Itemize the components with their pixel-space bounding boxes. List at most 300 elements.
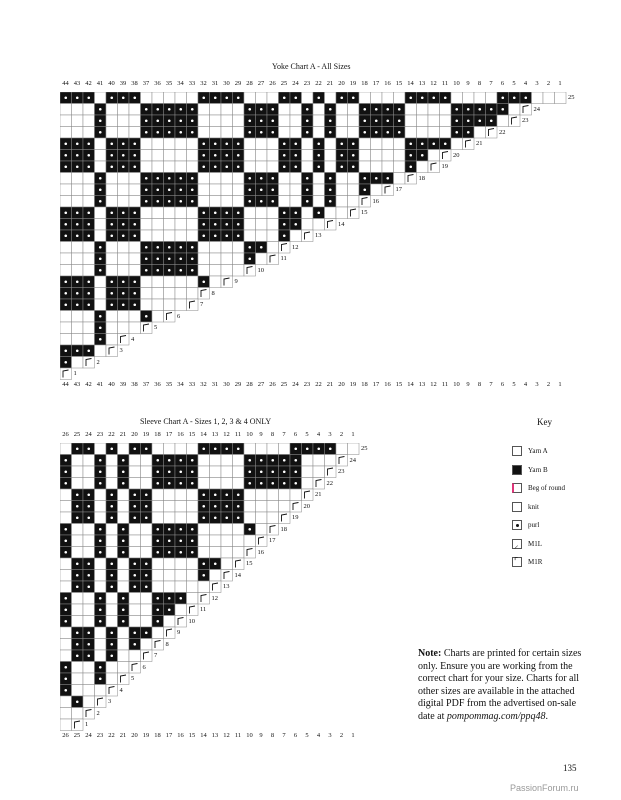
chart-cell [118,650,130,662]
chart-cell [72,547,84,559]
chart-cell [60,570,72,582]
purl-dot [306,119,309,122]
column-number: 37 [142,80,150,87]
chart-cell [83,524,95,536]
chart-cell [256,150,268,162]
purl-dot [99,459,102,462]
chart-cell [118,196,130,208]
purl-dot [283,482,286,485]
purl-dot [64,303,67,306]
purl-dot [467,131,470,134]
purl-dot [87,292,90,295]
chart-cell [129,593,141,605]
row-number: 24 [533,105,540,113]
chart-cell [60,650,72,662]
purl-dot [306,188,309,191]
chart-cell [60,253,72,265]
chart-cell [60,368,72,380]
purl-dot [248,108,251,111]
chart-cell [175,230,187,242]
column-number: 2 [546,80,551,87]
chart-cell [152,230,164,242]
chart-cell [233,173,245,185]
purl-dot [99,200,102,203]
purl-dot [248,528,251,531]
column-number: 22 [315,80,322,87]
purl-dot [168,177,171,180]
purl-dot [99,119,102,122]
purl-dot [133,643,136,646]
chart-cell [106,593,118,605]
chart-cell [267,150,279,162]
purl-dot [329,131,332,134]
purl-dot [432,96,435,99]
column-number: 3 [535,381,539,388]
chart-cell [72,673,84,685]
beg-round-swatch [512,483,522,493]
purl-dot [432,142,435,145]
chart-cell [83,173,95,185]
chart-cell [187,288,199,300]
purl-dot [168,470,171,473]
chart-cell [72,685,84,697]
column-number: 23 [303,80,311,87]
chart-cell [141,593,153,605]
column-number: 25 [73,732,81,739]
chart-cell [164,276,176,288]
note-link[interactable]: pompommag.com/ppq48 [446,710,546,722]
purl-dot [179,597,182,600]
purl-dot [64,223,67,226]
chart-cell [313,127,325,139]
chart-cell [72,357,84,369]
purl-dot [294,459,297,462]
purl-dot [179,539,182,542]
purl-dot [64,234,67,237]
chart-cell [129,127,141,139]
chart-cell [164,138,176,150]
column-number: 5 [512,381,516,388]
chart-cell [520,104,532,116]
column-number: 14 [407,80,414,87]
purl-dot [260,200,263,203]
chart-cell [244,207,256,219]
chart-cell [348,127,360,139]
column-number: 31 [211,381,219,388]
chart-cell [187,443,199,455]
purl-dot [214,165,217,168]
chart-cell [198,265,210,277]
chart-cell [348,184,360,196]
chart-cell [141,138,153,150]
purl-dot [306,447,309,450]
chart-cell [348,115,360,127]
chart-cell [221,253,233,265]
chart-cell [118,127,130,139]
purl-dot [202,234,205,237]
chart-cell [175,443,187,455]
purl-dot [237,96,240,99]
purl-dot [76,447,79,450]
column-number: 20 [338,381,345,388]
chart-cell [187,138,199,150]
chart-cell [72,334,84,346]
chart-cell [72,455,84,467]
chart-cell [198,173,210,185]
purl-dot [179,482,182,485]
chart-cell [336,184,348,196]
column-number: 41 [96,381,104,388]
chart-cell [325,219,337,231]
chart-cell [221,115,233,127]
purl-dot [271,119,274,122]
chart-cell [302,207,314,219]
chart-cell [118,627,130,639]
chart-cell [175,616,187,628]
chart-cell [118,662,130,674]
purl-dot [76,574,79,577]
column-number: 35 [165,80,173,87]
chart-cell [405,115,417,127]
row-number: 1 [73,370,77,377]
column-number: 17 [165,732,173,739]
chart-cell [95,685,107,697]
column-number: 8 [270,431,275,438]
column-number: 17 [372,80,380,87]
chart-cell [394,173,406,185]
chart-cell [72,242,84,254]
purl-dot [87,280,90,283]
chart-cell [302,455,314,467]
chart-cell [72,535,84,547]
column-number: 41 [96,80,104,87]
chart-cell [290,115,302,127]
chart-cell [83,685,95,697]
chart-cell [210,276,222,288]
purl-dot [168,459,171,462]
chart-cell [348,104,360,116]
purl-dot [110,292,113,295]
key-label: Beg of round [528,484,565,492]
purl-dot [133,96,136,99]
purl-dot [145,574,148,577]
purl-dot [260,188,263,191]
purl-dot [99,620,102,623]
chart-cell [279,512,291,524]
chart-cell [210,581,222,593]
purl-dot [271,188,274,191]
purl-dot [271,482,274,485]
purl-dot [76,631,79,634]
chart-cell [417,161,429,173]
chart-cell [371,138,383,150]
purl-dot [191,459,194,462]
column-number: 22 [108,431,115,438]
column-number: 8 [477,80,482,87]
purl-dot [202,165,205,168]
chart-cell [198,455,210,467]
chart-cell [164,512,176,524]
purl-dot [329,119,332,122]
chart-cell [313,478,325,490]
purl-dot [168,539,171,542]
purl-dot [133,505,136,508]
chart-cell [555,92,567,104]
chart-cell [164,161,176,173]
chart-cell [256,219,268,231]
chart-cell [118,242,130,254]
purl-dot [225,142,228,145]
purl-dot [133,631,136,634]
chart-cell [509,104,521,116]
chart-cell [290,196,302,208]
purl-dot [64,165,67,168]
column-number: 39 [119,381,127,388]
chart-cell [221,184,233,196]
chart-cell [141,161,153,173]
chart-cell [152,489,164,501]
row-number: 16 [257,548,264,556]
chart-cell [221,265,233,277]
row-number: 21 [476,140,483,147]
chart-cell [118,489,130,501]
column-number: 33 [188,381,196,388]
chart-cell [141,616,153,628]
column-number: 32 [200,381,207,388]
chart-cell [72,322,84,334]
column-number: 8 [270,732,275,739]
purl-dot [76,643,79,646]
chart-cell [233,115,245,127]
chart-cell [187,512,199,524]
chart-cell [256,207,268,219]
key-label: knit [528,502,539,511]
chart-cell [152,311,164,323]
chart-cell [382,138,394,150]
row-number: 21 [315,491,322,498]
column-number: 10 [453,381,460,388]
column-number: 23 [96,732,104,739]
chart-cell [210,265,222,277]
knit-swatch [512,502,522,512]
chart-cell [129,196,141,208]
column-number: 15 [188,431,196,438]
purl-dot [283,154,286,157]
key-label: M1L [528,539,542,548]
purl-dot [202,516,205,519]
chart-cell [72,616,84,628]
chart-cell [164,581,176,593]
purl-dot [191,470,194,473]
row-number: 14 [234,571,241,579]
chart-cell [279,242,291,254]
chart-cell [152,570,164,582]
chart-cell [129,524,141,536]
purl-dot [191,177,194,180]
chart-cell [83,357,95,369]
chart-cell [532,92,544,104]
chart-cell [141,150,153,162]
row-number: 17 [395,186,402,193]
purl-dot [99,338,102,341]
chart-cell [210,570,222,582]
chart-cell [221,547,233,559]
chart-cell [141,219,153,231]
chart-cell [394,92,406,104]
chart-cell [175,299,187,311]
row-number: 23 [522,117,529,124]
chart-cell [60,334,72,346]
column-number: 43 [73,80,81,87]
chart-cell [95,219,107,231]
chart-cell [336,207,348,219]
chart-cell [302,150,314,162]
chart-cell [463,92,475,104]
chart-cell [72,719,84,731]
purl-dot [248,188,251,191]
chart-cell [118,581,130,593]
column-number: 9 [466,381,470,388]
purl-dot [99,257,102,260]
purl-dot [179,246,182,249]
column-number: 5 [512,80,516,87]
chart-cell [486,127,498,139]
chart-cell [210,535,222,547]
chart-cell [129,184,141,196]
chart-cell [279,501,291,513]
column-number: 43 [73,381,81,388]
chart-cell [129,478,141,490]
purl-dot [133,292,136,295]
purl-dot [122,608,125,611]
column-number: 3 [535,80,539,87]
purl-dot [64,211,67,214]
chart-cell [256,524,268,536]
purl-dot [260,131,263,134]
purl-dot [133,516,136,519]
chart-cell [394,150,406,162]
chart-cell [371,150,383,162]
purl-dot [329,188,332,191]
chart-cell [106,334,118,346]
chart-cell [428,115,440,127]
chart-cell [451,138,463,150]
chart-cell [164,92,176,104]
column-number: 3 [328,732,332,739]
column-number: 21 [119,431,127,438]
purl-dot [248,246,251,249]
chart-cell [129,650,141,662]
chart-cell [497,115,509,127]
column-number: 44 [62,80,69,87]
purl-dot [225,165,228,168]
purl-dot [214,211,217,214]
chart-cell [187,604,199,616]
chart-cell [60,558,72,570]
chart-cell [95,299,107,311]
purl-dot [76,223,79,226]
chart-cell [95,489,107,501]
purl-dot [76,700,79,703]
row-number: 13 [223,583,230,590]
purl-dot [145,188,148,191]
chart-cell [187,161,199,173]
purl-dot [467,108,470,111]
column-number: 6 [500,80,505,87]
chart-cell [267,161,279,173]
purl-dot [156,119,159,122]
chart-cell [152,138,164,150]
column-number: 13 [418,381,426,388]
chart-cell [72,127,84,139]
chart-cell [175,288,187,300]
chart-cell [95,276,107,288]
chart-cell [233,455,245,467]
chart-cell [60,104,72,116]
purl-dot [87,349,90,352]
purl-dot [110,585,113,588]
purl-dot [99,677,102,680]
chart-cell [221,535,233,547]
purl-dot [64,154,67,157]
column-number: 16 [384,381,391,388]
chart-cell [279,443,291,455]
chart-cell [60,242,72,254]
chart-cell [106,253,118,265]
purl-dot [76,493,79,496]
purl-dot [191,246,194,249]
column-number: 35 [165,381,173,388]
chart-cell [198,581,210,593]
chart-cell [106,115,118,127]
chart-cell [106,547,118,559]
chart-cell [244,219,256,231]
key-label: purl [528,521,540,529]
purl-dot [398,119,401,122]
purl-dot [191,200,194,203]
purl-dot [260,119,263,122]
chart-cell [221,196,233,208]
chart-cell [129,104,141,116]
chart-cell [106,322,118,334]
purl-dot [168,482,171,485]
chart-cell [106,662,118,674]
chart-cell [106,184,118,196]
chart-cell [233,524,245,536]
chart-cell [141,322,153,334]
chart-cell [118,673,130,685]
chart-cell [152,512,164,524]
purl-dot [145,516,148,519]
purl-dot [317,96,320,99]
column-number: 27 [257,80,265,87]
chart-cell [129,535,141,547]
chart-cell [359,196,371,208]
purl-swatch [512,520,522,530]
yarn-a-swatch [512,446,522,456]
chart-cell [348,443,360,455]
yoke-chart-title: Yoke Chart A - All Sizes [272,62,351,71]
row-number: 3 [108,698,112,705]
purl-dot [329,177,332,180]
chart-cell [141,604,153,616]
purl-dot [478,119,481,122]
chart-cell [72,662,84,674]
column-number: 13 [418,80,426,87]
chart-cell [382,150,394,162]
column-number: 24 [292,381,299,388]
column-number: 27 [257,381,265,388]
